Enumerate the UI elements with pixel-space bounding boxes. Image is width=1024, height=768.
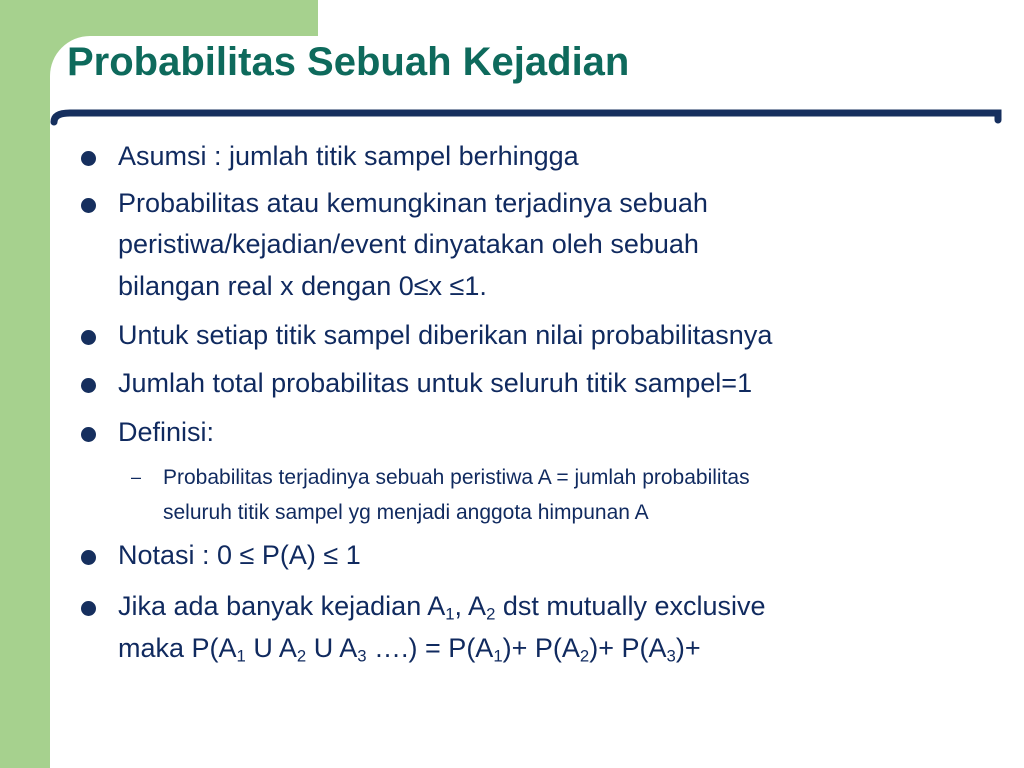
bullet-text: bilangan real x dengan 0≤x ≤1. — [118, 271, 487, 301]
slide-title: Probabilitas Sebuah Kejadian — [67, 40, 630, 84]
bullet-dot — [81, 151, 96, 166]
sub-bullet-text: Probabilitas terjadinya sebuah peristiwa A = jumlah probabilitas — [163, 466, 750, 489]
mutual-exclusive-line-2: maka $P(A_1$ U $A_2$ U $A_3$ ….) = $P(A_1)+ P(A_2)+ P(A_3)+$ — [118, 633, 701, 666]
bullet-text: Untuk setiap titik sampel diberikan nilai probabilitasnya — [118, 320, 773, 350]
bullet-text: Jumlah total probabilitas untuk seluruh titik sampel=1 — [118, 368, 753, 398]
bullet-dot — [81, 378, 96, 393]
bullet-dot — [81, 550, 96, 565]
sub-bullet-dash: – — [131, 467, 142, 487]
bullet-text: Asumsi : jumlah titik sampel berhingga — [118, 141, 579, 171]
mutual-exclusive-line-1: Jika ada banyak kejadian $A_1$, $A_2$ dst mutually exclusive — [118, 591, 766, 624]
bullet-dot — [81, 198, 96, 213]
notation-text: Notasi : 0 ≤ P(A) ≤ 1 — [118, 540, 361, 570]
bullet-text: Probabilitas atau kemungkinan terjadinya sebuah — [118, 188, 708, 218]
bullet-dot — [81, 601, 96, 616]
sub-bullet-text: seluruh titik sampel yg menjadi anggota himpunan A — [163, 501, 649, 524]
bullet-text: Definisi: — [118, 417, 215, 447]
bullet-text: peristiwa/kejadian/event dinyatakan oleh sebuah — [118, 229, 699, 259]
bullet-dot — [81, 427, 96, 442]
bullet-dot — [81, 330, 96, 345]
